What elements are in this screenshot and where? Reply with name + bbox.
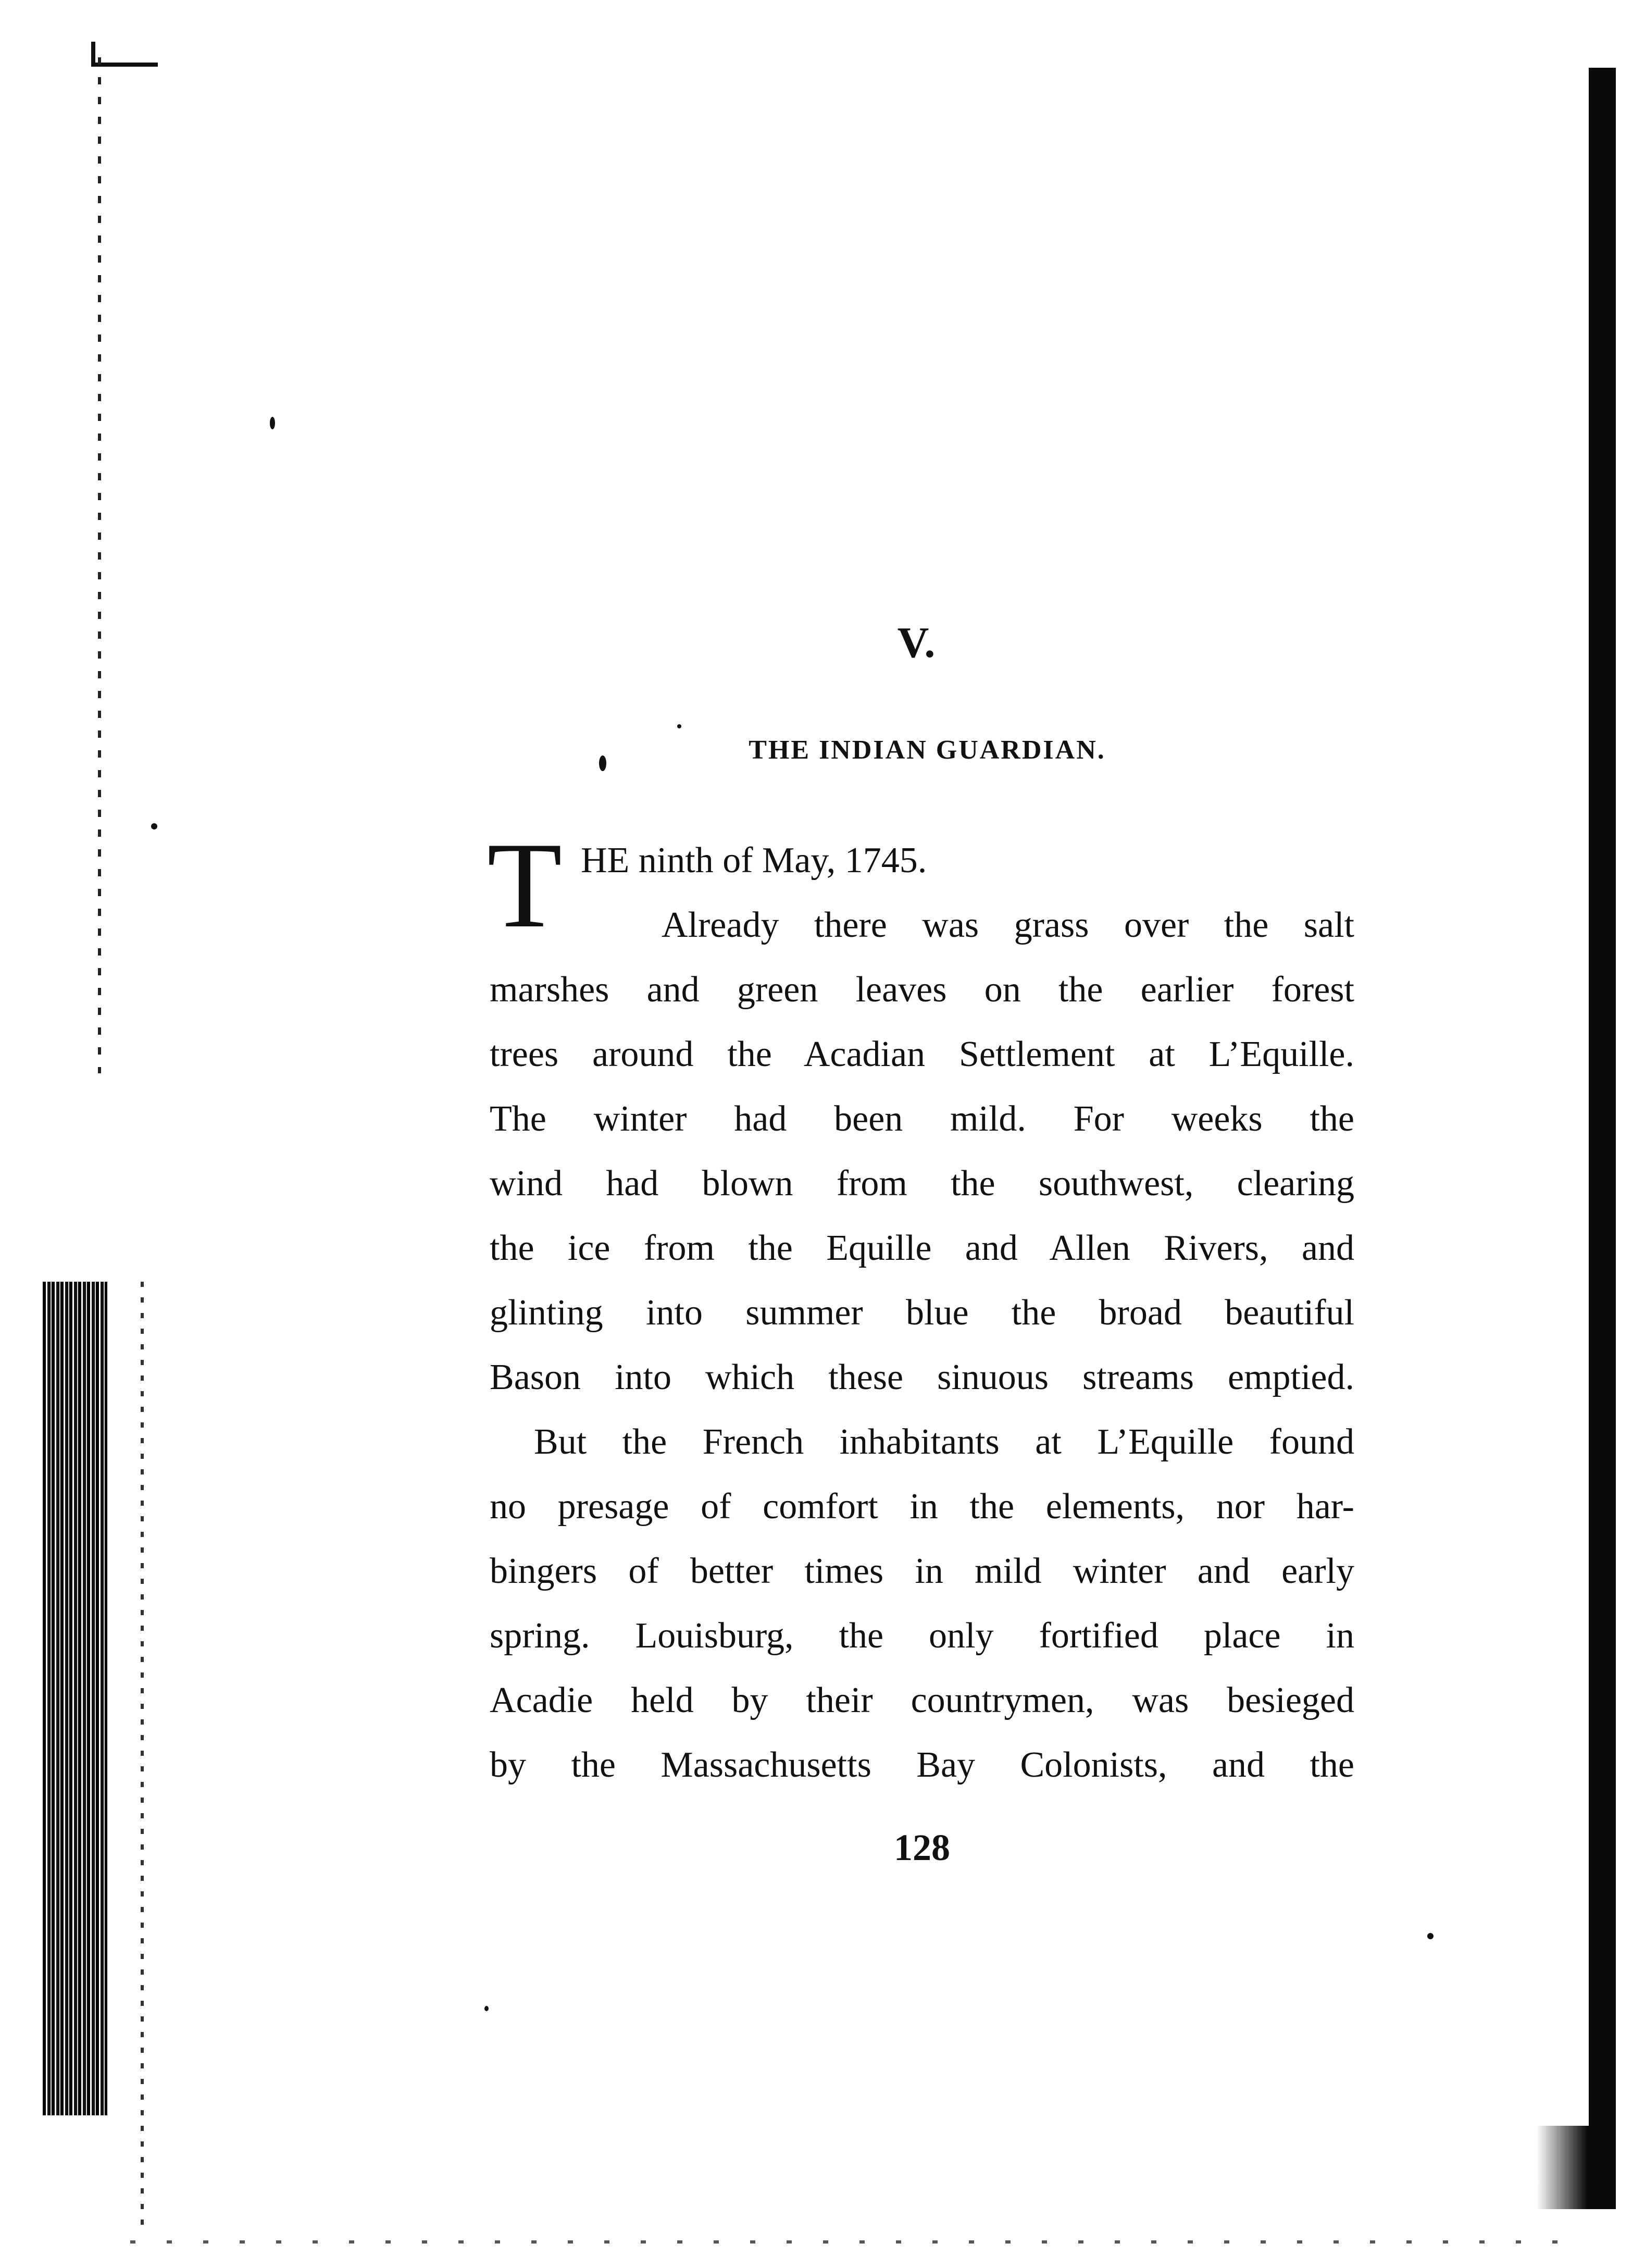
scan-speck	[599, 755, 606, 771]
scan-bottom-edge-dots	[130, 2240, 1589, 2244]
text-line: by the Massachusetts Bay Colonists, and the	[490, 1745, 1354, 1785]
drop-cap-letter: T	[487, 817, 563, 953]
text-line: no presage of comfort in the elements, nor har-	[490, 1486, 1354, 1527]
text-line: glinting into summer blue the broad beautiful	[490, 1293, 1354, 1333]
scan-left-edge-lines	[141, 1282, 144, 2230]
scan-speck	[677, 724, 681, 728]
text-line: The winter had been mild. For weeks the	[490, 1099, 1354, 1139]
text-line: marshes and green leaves on the earlier forest	[490, 970, 1354, 1010]
text-line: bingers of better times in mild winter and early	[490, 1551, 1354, 1591]
scan-speck	[151, 823, 157, 829]
scan-left-edge-dashes	[98, 57, 101, 1073]
scan-right-edge-bar	[1589, 68, 1616, 2209]
text-line: trees around the Acadian Settlement at L’Equille.	[490, 1034, 1354, 1074]
scan-speck	[1427, 1933, 1434, 1939]
text-line: HE ninth of May, 1745.	[581, 840, 927, 881]
scan-speck	[484, 2006, 489, 2011]
text-line: Already there was grass over the salt	[662, 905, 1354, 945]
scan-speck	[270, 417, 275, 429]
page-number: 128	[894, 1827, 950, 1868]
scan-right-edge-shadow	[1537, 2126, 1615, 2209]
text-line: Bason into which these sinuous streams emptied.	[490, 1357, 1354, 1397]
text-line: spring. Louisburg, the only fortified place in	[490, 1616, 1354, 1656]
text-line: the ice from the Equille and Allen Rivers, and	[490, 1228, 1354, 1268]
text-line: But the French inhabitants at L’Equille found	[534, 1422, 1354, 1462]
scan-corner-mark	[91, 42, 158, 67]
chapter-body-text	[490, 828, 1354, 1798]
text-line: Acadie held by their countrymen, was besieged	[490, 1680, 1354, 1720]
scan-left-binding-strip	[43, 1282, 107, 2115]
text-line: wind had blown from the southwest, clearing	[490, 1163, 1354, 1204]
chapter-title: THE INDIAN GUARDIAN.	[749, 735, 1106, 765]
chapter-number: V.	[897, 618, 937, 667]
